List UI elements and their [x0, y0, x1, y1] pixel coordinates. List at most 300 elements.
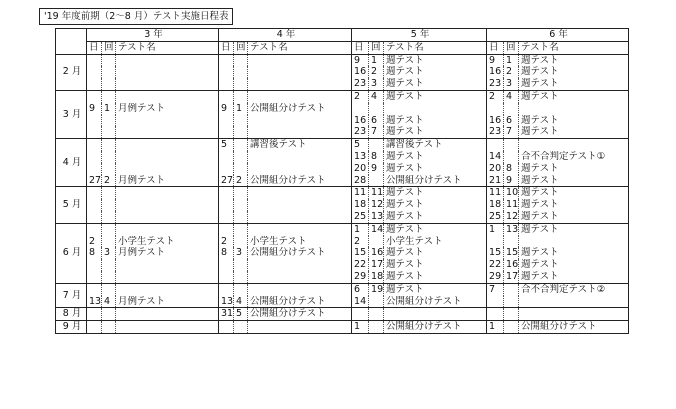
round-cell	[234, 66, 248, 78]
day-cell	[352, 103, 369, 115]
round-cell	[234, 259, 248, 271]
day-cell: 23	[487, 126, 504, 138]
round-cell	[102, 211, 116, 223]
test-name-cell: 週テスト	[384, 66, 487, 78]
test-name-cell: 週テスト	[519, 247, 629, 259]
day-cell	[219, 78, 234, 90]
test-name-cell	[116, 223, 219, 235]
month-label: 2 月	[56, 54, 87, 90]
round-cell: 12	[369, 199, 384, 211]
day-cell	[352, 308, 369, 321]
day-cell: 23	[352, 78, 369, 90]
test-name-cell	[248, 259, 352, 271]
round-cell	[504, 321, 519, 334]
round-cell: 3	[504, 78, 519, 90]
test-name-cell	[248, 163, 352, 175]
day-cell: 1	[487, 321, 504, 334]
test-name-cell: 週テスト	[519, 115, 629, 127]
day-cell	[219, 115, 234, 127]
test-name-cell: 週テスト	[384, 247, 487, 259]
day-cell: 13	[219, 296, 234, 308]
round-cell	[234, 223, 248, 235]
round-cell	[504, 139, 519, 151]
day-cell: 16	[354, 114, 367, 126]
test-name-header: テスト名	[519, 41, 629, 54]
day-cell	[219, 271, 234, 283]
test-name-cell	[116, 271, 219, 283]
test-name-cell	[116, 90, 219, 102]
test-name-cell	[519, 308, 629, 321]
column-header-row	[56, 41, 629, 54]
month-label: 5 月	[56, 187, 87, 223]
table-row	[56, 187, 629, 199]
test-name-cell	[248, 271, 352, 283]
day-cell: 15	[354, 247, 367, 259]
round-cell	[234, 236, 248, 248]
round-cell	[234, 126, 248, 138]
round-cell	[102, 321, 116, 334]
day-cell: 22	[489, 259, 502, 271]
round-cell: 2	[369, 66, 384, 78]
day-cell	[87, 151, 102, 163]
day-cell: 15	[489, 247, 502, 259]
day-cell	[87, 321, 102, 334]
day-cell	[219, 90, 234, 102]
round-cell	[234, 199, 248, 211]
test-name-cell	[248, 66, 352, 78]
grade-header-row	[56, 29, 629, 42]
round-cell: 17	[369, 259, 384, 271]
test-name-cell: 週テスト	[519, 271, 629, 283]
test-name-cell	[116, 321, 219, 334]
round-cell: 1	[234, 103, 248, 115]
test-name-cell	[248, 115, 352, 127]
round-cell	[102, 199, 116, 211]
day-cell: 23	[487, 78, 504, 90]
round-cell	[102, 223, 116, 235]
day-cell	[87, 283, 102, 295]
test-name-cell	[116, 139, 219, 151]
test-name-cell: 月例テスト	[116, 247, 219, 259]
test-name-cell	[519, 103, 629, 115]
day-cell: 2	[489, 90, 496, 102]
day-cell: 11	[354, 187, 367, 199]
day-cell	[219, 126, 234, 138]
day-cell	[487, 308, 504, 321]
day-cell: 27	[219, 175, 234, 187]
table-row	[56, 126, 629, 138]
round-cell	[102, 151, 116, 163]
day-cell: 5	[221, 139, 228, 151]
day-cell	[219, 54, 234, 66]
round-cell	[369, 296, 384, 308]
round-cell: 4	[504, 90, 519, 102]
round-cell: 9	[504, 175, 519, 187]
round-cell: 2	[504, 66, 519, 78]
table-row	[56, 139, 629, 151]
test-name-cell: 週テスト	[384, 78, 487, 90]
day-cell	[219, 223, 234, 235]
day-cell	[219, 259, 234, 271]
test-name-cell: 月例テスト	[116, 175, 219, 187]
table-row	[56, 247, 629, 259]
test-name-cell: 合不合判定テスト②	[519, 283, 629, 295]
round-cell: 13	[504, 223, 519, 235]
day-cell: 18	[489, 199, 502, 211]
test-name-cell	[248, 211, 352, 223]
round-cell: 2	[234, 175, 248, 187]
round-cell: 6	[369, 115, 384, 127]
test-name-cell	[248, 199, 352, 211]
test-name-cell: 公開組分けテスト	[384, 296, 487, 308]
round-cell: 18	[369, 271, 384, 283]
day-cell: 1	[354, 223, 361, 235]
test-name-cell	[116, 163, 219, 175]
round-cell: 1	[504, 54, 519, 66]
day-cell: 13	[354, 150, 367, 162]
test-name-cell	[248, 126, 352, 138]
round-cell	[504, 296, 519, 308]
test-name-cell: 週テスト	[384, 283, 487, 295]
test-name-cell: 公開組分けテスト	[248, 175, 352, 187]
test-name-cell	[248, 283, 352, 295]
round-cell	[234, 187, 248, 199]
month-label: 3 月	[56, 90, 87, 138]
test-name-cell: 小学生テスト	[384, 236, 487, 248]
test-name-cell	[116, 187, 219, 199]
round-cell	[102, 271, 116, 283]
test-name-cell: 週テスト	[519, 211, 629, 223]
round-cell	[102, 66, 116, 78]
round-header: 回	[234, 41, 248, 54]
test-name-cell: 週テスト	[384, 187, 487, 199]
test-name-cell: 週テスト	[384, 199, 487, 211]
test-name-cell: 週テスト	[384, 163, 487, 175]
round-cell	[369, 321, 384, 334]
day-cell	[87, 163, 102, 175]
test-name-cell: 合不合判定テスト①	[519, 151, 629, 163]
day-cell: 8	[89, 247, 96, 259]
day-cell: 7	[489, 283, 496, 295]
day-cell: 8	[221, 247, 228, 259]
day-cell	[87, 126, 102, 138]
month-label: 8 月	[56, 308, 87, 321]
test-name-cell: 週テスト	[384, 211, 487, 223]
day-header: 日	[219, 41, 234, 54]
day-cell: 9	[489, 54, 496, 66]
test-name-cell	[116, 211, 219, 223]
test-name-cell	[116, 199, 219, 211]
day-cell: 11	[489, 187, 502, 199]
test-name-cell	[248, 90, 352, 102]
day-cell	[87, 66, 102, 78]
test-name-cell	[116, 308, 219, 321]
month-label: 4 月	[56, 139, 87, 187]
round-cell: 3	[102, 247, 116, 259]
day-cell	[87, 211, 102, 223]
day-cell	[219, 283, 234, 295]
page-title: '19 年度前期（2～8 月）テスト実施日程表	[39, 8, 233, 25]
grade-header: 4 年	[219, 29, 352, 42]
test-name-cell: 週テスト	[384, 271, 487, 283]
round-cell	[234, 283, 248, 295]
round-cell	[369, 308, 384, 321]
day-cell: 9	[221, 102, 228, 114]
round-cell	[234, 54, 248, 66]
round-cell	[234, 115, 248, 127]
round-cell	[234, 211, 248, 223]
round-cell: 3	[369, 78, 384, 90]
day-cell: 16	[489, 114, 502, 126]
table-row	[56, 175, 629, 187]
round-header: 回	[369, 41, 384, 54]
day-cell	[487, 139, 504, 151]
round-cell: 11	[369, 187, 384, 199]
round-cell	[234, 271, 248, 283]
table-row	[56, 151, 629, 163]
test-name-cell: 週テスト	[519, 78, 629, 90]
round-cell	[504, 151, 519, 163]
day-cell: 1	[489, 223, 496, 235]
day-cell	[219, 321, 234, 334]
test-name-cell: 講習後テスト	[384, 139, 487, 151]
test-name-cell: 週テスト	[519, 259, 629, 271]
day-cell: 25	[487, 211, 504, 223]
round-header: 回	[102, 41, 116, 54]
test-name-cell	[116, 115, 219, 127]
day-cell: 16	[489, 66, 502, 78]
test-name-cell: 月例テスト	[116, 103, 219, 115]
test-name-cell	[248, 54, 352, 66]
test-name-cell	[519, 296, 629, 308]
corner-cell	[56, 29, 87, 42]
round-cell	[504, 236, 519, 248]
day-cell	[219, 211, 234, 223]
test-name-cell: 公開組分けテスト	[248, 103, 352, 115]
month-label: 7 月	[56, 283, 87, 308]
grade-header: 3 年	[87, 29, 219, 42]
table-row	[56, 321, 629, 334]
test-name-cell: 週テスト	[519, 90, 629, 102]
day-header: 日	[487, 41, 504, 54]
day-cell: 23	[352, 126, 369, 138]
round-cell: 1	[369, 54, 384, 66]
day-cell: 1	[352, 321, 369, 334]
round-cell: 2	[102, 175, 116, 187]
test-name-header: テスト名	[248, 41, 352, 54]
day-cell	[87, 199, 102, 211]
day-cell: 2	[354, 90, 361, 102]
test-name-cell	[116, 126, 219, 138]
round-cell	[102, 90, 116, 102]
round-cell	[102, 115, 116, 127]
round-cell: 5	[234, 308, 248, 321]
day-cell	[219, 163, 234, 175]
day-cell: 5	[354, 139, 361, 151]
test-name-cell	[248, 78, 352, 90]
day-cell: 14	[489, 150, 502, 162]
round-header: 回	[504, 41, 519, 54]
table-row	[56, 199, 629, 211]
round-cell	[102, 139, 116, 151]
round-cell: 4	[102, 296, 116, 308]
table-row	[56, 271, 629, 283]
round-cell	[504, 103, 519, 115]
test-name-header: テスト名	[384, 41, 487, 54]
schedule-body	[56, 54, 629, 333]
day-cell: 9	[354, 54, 361, 66]
day-cell: 2	[354, 235, 361, 247]
test-name-cell: 週テスト	[519, 126, 629, 138]
day-cell	[87, 187, 102, 199]
table-row	[56, 223, 629, 235]
round-cell	[102, 163, 116, 175]
round-cell	[234, 321, 248, 334]
day-cell: 16	[354, 66, 367, 78]
test-name-cell: 週テスト	[519, 175, 629, 187]
day-cell: 20	[489, 162, 502, 174]
test-name-cell	[116, 66, 219, 78]
round-cell	[234, 90, 248, 102]
test-name-cell	[116, 283, 219, 295]
test-name-cell: 小学生テスト	[248, 236, 352, 248]
test-name-cell	[384, 103, 487, 115]
round-cell: 9	[369, 163, 384, 175]
round-cell: 17	[504, 271, 519, 283]
round-cell: 12	[504, 211, 519, 223]
round-cell: 8	[369, 151, 384, 163]
round-cell	[234, 78, 248, 90]
schedule-table	[55, 28, 629, 334]
round-cell: 8	[504, 163, 519, 175]
test-name-cell: 小学生テスト	[116, 236, 219, 248]
day-cell	[87, 115, 102, 127]
table-row	[56, 103, 629, 115]
test-name-cell	[519, 236, 629, 248]
day-cell	[487, 296, 504, 308]
test-name-cell	[116, 78, 219, 90]
test-name-cell	[384, 308, 487, 321]
day-cell	[87, 90, 102, 102]
test-name-cell: 週テスト	[384, 151, 487, 163]
test-name-cell: 週テスト	[384, 115, 487, 127]
test-name-cell	[248, 223, 352, 235]
test-name-cell: 公開組分けテスト	[519, 321, 629, 334]
table-row	[56, 66, 629, 78]
day-cell: 2	[89, 235, 96, 247]
test-name-cell: 週テスト	[519, 187, 629, 199]
round-cell: 11	[504, 199, 519, 211]
day-cell: 28	[352, 175, 369, 187]
test-name-cell	[116, 151, 219, 163]
day-cell	[487, 103, 504, 115]
test-name-cell: 週テスト	[384, 259, 487, 271]
test-name-cell: 公開組分けテスト	[384, 321, 487, 334]
round-cell	[369, 139, 384, 151]
month-label: 9 月	[56, 321, 87, 334]
test-name-cell: 公開組分けテスト	[248, 296, 352, 308]
round-cell	[102, 259, 116, 271]
corner-cell	[56, 41, 87, 54]
day-cell	[219, 199, 234, 211]
round-cell: 13	[369, 211, 384, 223]
test-name-cell: 週テスト	[384, 90, 487, 102]
round-cell	[504, 283, 519, 295]
round-cell	[102, 126, 116, 138]
round-cell: 1	[102, 103, 116, 115]
table-row	[56, 90, 629, 102]
table-row	[56, 211, 629, 223]
test-name-cell: 週テスト	[384, 126, 487, 138]
test-name-cell	[248, 151, 352, 163]
test-name-cell: 週テスト	[519, 66, 629, 78]
day-cell	[87, 223, 102, 235]
round-cell: 4	[369, 90, 384, 102]
round-cell	[369, 103, 384, 115]
test-name-cell: 講習後テスト	[248, 139, 352, 151]
grade-header: 6 年	[487, 29, 629, 42]
day-header: 日	[87, 41, 102, 54]
table-row	[56, 163, 629, 175]
day-cell: 20	[354, 162, 367, 174]
test-name-cell: 週テスト	[519, 199, 629, 211]
test-name-cell: 公開組分けテスト	[384, 175, 487, 187]
day-cell: 2	[221, 235, 228, 247]
day-cell	[87, 271, 102, 283]
day-cell	[87, 308, 102, 321]
table-row	[56, 296, 629, 308]
test-name-cell: 週テスト	[519, 163, 629, 175]
round-cell	[102, 54, 116, 66]
round-cell	[234, 163, 248, 175]
test-name-header: テスト名	[116, 41, 219, 54]
round-cell: 16	[369, 247, 384, 259]
round-cell: 7	[504, 126, 519, 138]
day-cell: 18	[354, 199, 367, 211]
day-cell: 29	[487, 271, 504, 283]
round-cell	[102, 236, 116, 248]
round-cell	[369, 236, 384, 248]
test-name-cell: 週テスト	[384, 54, 487, 66]
day-cell: 21	[487, 175, 504, 187]
test-name-cell	[519, 139, 629, 151]
day-cell	[219, 187, 234, 199]
test-name-cell: 月例テスト	[116, 296, 219, 308]
test-name-cell: 週テスト	[519, 54, 629, 66]
round-cell	[102, 308, 116, 321]
test-name-cell: 週テスト	[519, 223, 629, 235]
day-cell: 27	[87, 175, 102, 187]
round-cell	[369, 175, 384, 187]
round-cell	[504, 308, 519, 321]
day-cell	[219, 151, 234, 163]
round-cell: 7	[369, 126, 384, 138]
table-row	[56, 236, 629, 248]
month-label: 6 月	[56, 223, 87, 283]
day-header: 日	[352, 41, 369, 54]
round-cell: 10	[504, 187, 519, 199]
day-cell: 9	[89, 102, 96, 114]
round-cell: 19	[369, 283, 384, 295]
round-cell	[234, 151, 248, 163]
round-cell	[234, 139, 248, 151]
test-name-cell	[116, 54, 219, 66]
test-name-cell: 週テスト	[384, 223, 487, 235]
round-cell: 16	[504, 259, 519, 271]
table-row	[56, 259, 629, 271]
test-name-cell	[248, 321, 352, 334]
day-cell: 13	[87, 296, 102, 308]
